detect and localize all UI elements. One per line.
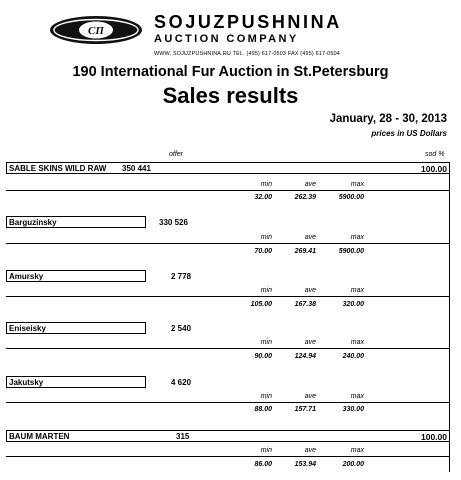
row-sold-percent: 100.00	[421, 432, 447, 442]
ave-value: 153.94	[294, 461, 316, 468]
sold-column-header: sod %	[425, 151, 445, 158]
row-offer: 2 778	[171, 272, 192, 281]
auction-dates: January, 28 - 30, 2013	[329, 113, 447, 125]
ave-value: 262.39	[294, 194, 316, 201]
max-label: max	[350, 181, 364, 188]
company-subtitle: AUCTION COMPANY	[154, 33, 299, 45]
ave-value: 269.41	[294, 248, 316, 255]
row-name: Amursky	[9, 272, 44, 281]
max-value: 240.00	[342, 353, 364, 360]
min-value: 70.00	[254, 248, 272, 255]
max-label: max	[350, 234, 364, 241]
min-label: min	[260, 393, 272, 400]
prices-note: prices in US Dollars	[371, 129, 447, 138]
max-label: max	[350, 287, 364, 294]
row-separator	[6, 296, 450, 297]
row-separator	[6, 243, 450, 244]
svg-text:СП: СП	[88, 25, 104, 37]
max-label: max	[350, 339, 364, 346]
min-value: 90.00	[254, 353, 272, 360]
max-label: max	[350, 393, 364, 400]
auction-title: 190 International Fur Auction in St.Petersburg	[72, 64, 389, 80]
ave-value: 157.71	[294, 406, 316, 413]
ave-label: ave	[304, 234, 316, 241]
max-value: 200.00	[342, 461, 364, 468]
offer-column-header: offer	[169, 151, 184, 158]
min-value: 32.00	[254, 194, 272, 201]
row-offer: 315	[176, 432, 190, 441]
min-value: 105.00	[250, 301, 272, 308]
row-offer: 350 441	[122, 164, 151, 173]
max-label: max	[350, 447, 364, 454]
row-offer: 2 540	[171, 324, 192, 333]
ave-label: ave	[304, 181, 316, 188]
min-label: min	[260, 234, 272, 241]
row-name: Barguzinsky	[9, 218, 57, 227]
ave-label: ave	[304, 339, 316, 346]
min-label: min	[260, 447, 272, 454]
max-value: 330.00	[342, 406, 364, 413]
min-label: min	[260, 181, 272, 188]
min-label: min	[260, 339, 272, 346]
row-name: BAUM MARTEN	[9, 432, 70, 441]
ave-value: 124.94	[294, 353, 316, 360]
max-value: 5900.00	[338, 248, 364, 255]
max-value: 320.00	[342, 301, 364, 308]
min-value: 88.00	[254, 406, 272, 413]
row-offer: 330 526	[159, 218, 188, 227]
min-value: 86.00	[254, 461, 272, 468]
ave-label: ave	[304, 393, 316, 400]
row-name: Jakutsky	[9, 378, 44, 387]
row-sold-percent: 100.00	[421, 164, 447, 174]
row-separator	[6, 348, 450, 349]
row-offer: 4 620	[171, 378, 192, 387]
max-value: 5900.00	[338, 194, 364, 201]
row-name: Eniseisky	[9, 324, 46, 333]
ave-label: ave	[304, 447, 316, 454]
ave-value: 167.38	[294, 301, 316, 308]
table-right-border	[449, 162, 450, 472]
min-label: min	[260, 287, 272, 294]
company-logo	[48, 14, 144, 46]
company-name: SOJUZPUSHNINA	[154, 12, 342, 32]
ave-label: ave	[304, 287, 316, 294]
row-separator	[6, 456, 450, 457]
page-title: Sales results	[162, 83, 299, 108]
row-separator	[6, 402, 450, 403]
section-box-baum-marten	[6, 430, 450, 442]
row-name: SABLE SKINS WILD RAW	[9, 164, 107, 173]
row-separator	[6, 190, 450, 191]
contact-line: WWW. SOJUZPUSHNINA.RU TEL. (495) 617-0503 FAX (495) 617-0504	[154, 51, 340, 57]
